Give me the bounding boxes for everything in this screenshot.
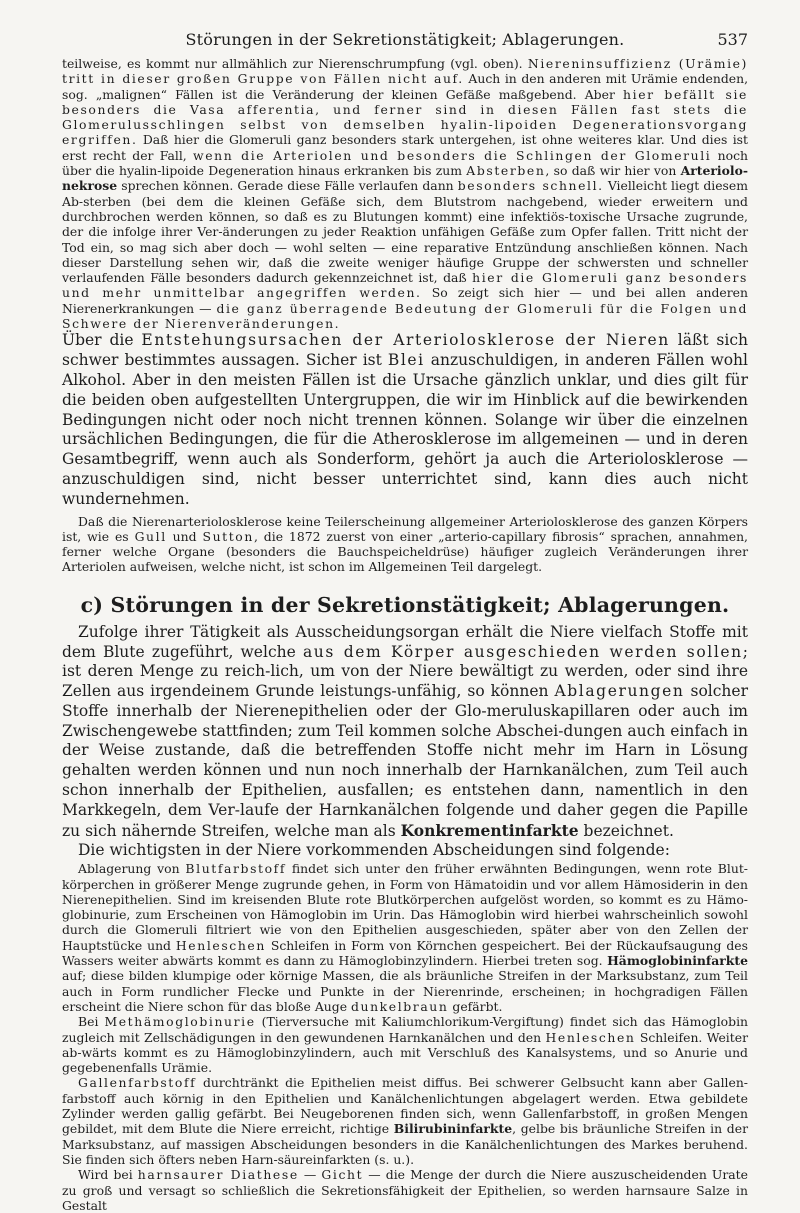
paragraph-glomeruli: teilweise, es kommt nur allmählich zur Nierenschrumpfung (vgl. oben). Niereninsuffizienz (Urämie) tritt in dieser großen Gruppe von Fällen nicht auf. Auch in den anderen mit Urämie endenden, sog. „malignen“ Fällen ist die Veränderung der kleinen Gefäße maßgebend. Aber hier befällt sie besonders die Vasa afferentia, und ferner sind in diesen Fällen fast stets die Glomerulusschlingen selbst von demselben hyalin-lipoiden Degenerationsvorgang ergriffen. Daß hier die Glomeruli ganz besonders stark untergehen, ist ohne weiteres klar. Und dies ist erst recht der Fall, wenn die Arteriolen und besonders die Schlingen der Glomeruli noch über die hyalin-lipoide Degeneration hinaus erkranken bis zum Absterben, so daß wir hier von Arteriolo-nekrose sprechen können. Gerade diese Fälle verlaufen dann besonders schnell. Vielleicht liegt diesem Ab-sterben (bei dem die kleinen Gefäße sich, dem Blutstrom nachgebend, wieder erweitern und durchbrochen werden können, so daß es zu Blutungen kommt) eine infektiös-toxische Ursache zugrunde, der die infolge ihrer Ver-änderungen zu jeder Reaktion unfähigen Gefäße zum Opfer fallen. Tritt nicht der Tod ein, so mag sich aber doch — wohl selten — eine reparative Entzündung anschließen können. Nach dieser Darstellung sehen wir, daß die zweite weniger häufige Gruppe der schwersten und schneller verlaufenden Fälle besonders dadurch gekennzeichnet ist, daß hier die Glomeruli ganz besonders und mehr unmittelbar angegriffen werden. So zeigt sich hier — und bei allen anderen Nierenerkrankungen — die ganz überragende Bedeutung der Glomeruli für die Folgen und Schwere der Nierenveränderungen.: [62, 56, 749, 332]
paragraph-harnsaure-diathese: Wird bei harnsaurer Diathese — Gicht — die Menge der durch die Niere auszuscheidenden Urate zu groß und versagt so schließlich die Sekretionsfähigkeit der Epithelien, so werden harnsaure Salze in Gestalt: [62, 1167, 748, 1213]
section-heading: c) Störungen in der Sekretionstätigkeit; Ablagerungen.: [80, 592, 730, 617]
running-head: Störungen in der Sekretionstätigkeit; Ablagerungen.: [185, 30, 625, 49]
paragraph-ausscheidungsorgan: Zufolge ihrer Tätigkeit als Ausscheidungsorgan erhält die Niere vielfach Stoffe mit dem Blute zugeführt, welche aus dem Körper ausgeschieden werden sollen; ist deren Menge zu reich-lich, um von der Niere bewältigt zu werden, oder sind ihre Zellen aus irgendeinem Grunde leistungs-unfähig, so können Ablagerungen solcher Stoffe innerhalb der Nierenepithelien oder der Glo-meruluskapillaren oder auch im Zwischengewebe stattfinden; zum Teil kommen solche Abschei-dungen auch einfach in der Weise zustande, daß die betreffenden Stoffe nicht mehr im Harn in Lösung gehalten werden können und nun noch innerhalb der Harnkanälchen, zum Teil auch schon innerhalb der Epithelien, ausfallen; es entstehen dann, namentlich in den Markkegeln, dem Ver-laufe der Harnkanälchen folgende und daher gegen die Papille zu sich nähernde Streifen, welche man als Konkrementinfarkte bezeichnet.: [62, 622, 748, 840]
paragraph-nierenarteriolosklerose: Daß die Nierenarteriolosklerose keine Teilerscheinung allgemeiner Arteriolosklerose des ganzen Körpers ist, wie es Gull und Sutton, die 1872 zuerst von einer „arterio-capillary fibrosis“ sprachen, annahmen, ferner welche Organe (besonders die Bauchspeicheldrüse) häufiger zugleich Veränderungen ihrer Arteriolen aufweisen, welche nicht, ist schon im Allgemeinen Teil dargelegt.: [62, 513, 748, 575]
paragraph-blutfarbstoff: Ablagerung von Blutfarbstoff findet sich unter den früher erwähnten Bedingungen, wenn rote Blut-körperchen in größerer Menge zugrunde gehen, in Form von Hämatoidin und vor allem Hämosiderin in den Nierenepithelien. Sind im kreisenden Blute rote Blutkörperchen aufgelöst worden, so kommt es zu Hämo-globinurie, zum Erscheinen von Hämoglobin im Urin. Das Hämoglobin wird hierbei wahrscheinlich sowohl durch die Glomeruli filtriert wie von den Epithelien ausgeschieden, später aber von den Zellen der Hauptstücke und Henleschen Schleifen in Form von Körnchen gespeichert. Bei der Rückaufsaugung des Wassers weiter abwärts kommt es dann zu Hämoglobinzylindern. Hierbei treten sog. Hämoglobininfarkte auf; diese bilden klumpige oder körnige Massen, die als bräunliche Streifen in der Marksubstanz, zum Teil auch in Form rundlicher Flecke und Punkte in der Nierenrinde, erscheinen; in hochgradigen Fällen erscheint die Niere schon für das bloße Auge dunkelbraun gefärbt.: [62, 861, 748, 1014]
paragraph-entstehungsursachen: Über die Entstehungsursachen der Arteriolosklerose der Nieren läßt sich schwer bestimmtes aussagen. Sicher ist Blei anzuschuldigen, in anderen Fällen wohl Alkohol. Aber in den meisten Fällen ist die Ursache gänzlich unklar, und dies gilt für die beiden oben aufgestellten Untergruppen, die wir im Hinblick auf die bewirkenden Bedingungen nicht oder noch nicht trennen können. Solange wir über die einzelnen ursächlichen Bedingungen, die für die Atherosklerose im allgemeinen — und in deren Gesamtbegriff, wenn auch als Sonderform, gehört ja auch die Arteriolosklerose — anzuschuldigen sind, nicht besser unterrichtet sind, kann dies auch nicht wundernehmen.: [62, 331, 749, 508]
page-header: [62, 28, 748, 56]
paragraph-methaemoglobinurie: Bei Methämoglobinurie (Tierversuche mit Kaliumchlorikum-Vergiftung) findet sich das Hämoglobin zugleich mit Zellschädigungen in den gewundenen Harnkanälchen und den Henleschen Schleifen. Weiter ab-wärts kommt es zu Hämoglobinzylindern, auch mit Verschluß des Kanalsystems, und so Anurie und gegebenenfalls Urämie.: [62, 1014, 749, 1076]
page-number: 537: [717, 30, 748, 49]
book-page: [62, 28, 749, 1213]
paragraph-gallenfarbstoff: Gallenfarbstoff durchtränkt die Epithelien meist diffus. Bei schwerer Gelbsucht kann aber Gallen-farbstoff auch körnig in den Epithelien und Kanälchenlichtungen abgelagert werden. Etwa gebildete Zylinder werden gallig gefärbt. Bei Neugeborenen finden sich, wenn Gallenfarbstoff, in großen Mengen gebildet, mit dem Blute die Niere erreicht, richtige Bilirubininfarkte, gelbe bis bräunliche Streifen in der Marksubstanz, auf massigen Abscheidungen besonders in die Kanälchenlichtungen des Markes beruhend. Sie finden sich öfters neben Harn-säureinfarkten (s. u.).: [62, 1075, 748, 1167]
paragraph-abscheidungen-intro: Die wichtigsten in der Niere vorkommenden Abscheidungen sind folgende:: [78, 841, 670, 860]
